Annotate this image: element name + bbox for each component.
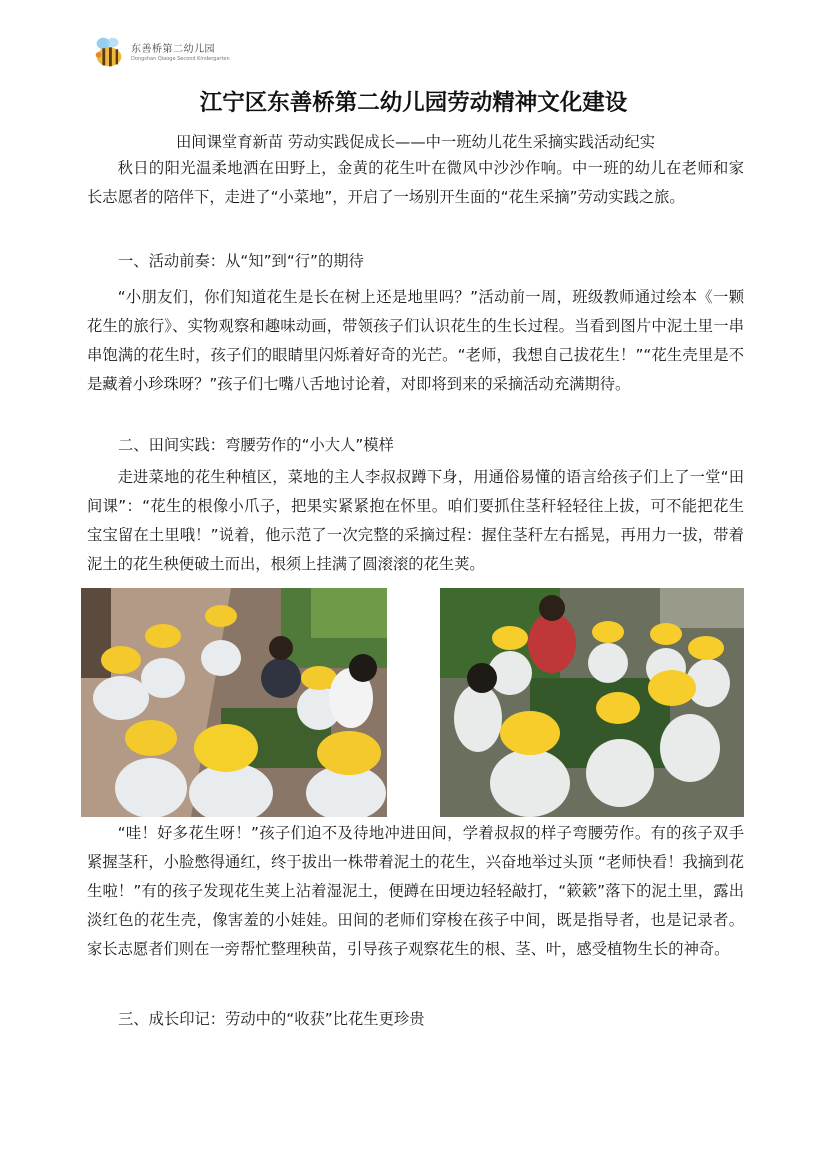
logo-name-cn: 东善桥第二幼儿园 — [131, 43, 215, 55]
bee-logo-icon — [90, 34, 128, 72]
section1-paragraph: “小朋友们，你们知道花生是长在树上还是地里吗？”活动前一周，班级教师通过绘本《一颗花生的旅行》、实物观察和趣味动画，带领孩子们认识花生的生长过程。当看到图片中泥土里一串串饱满的花生时，孩子们的眼睛里闪烁着好奇的光芒。“老师，我想自己拔花生！”“花生壳里是不是藏着小珍珠呀？”孩子们七嘴八舌地讨论着，对即将到来的采摘活动充满期待。 — [87, 288, 744, 393]
page-title: 江宁区东善桥第二幼儿园劳动精神文化建设 — [199, 90, 628, 116]
intro-paragraph: 秋日的阳光温柔地洒在田野上，金黄的花生叶在微风中沙沙作响。中一班的幼儿在老师和家长志愿者的陪伴下，走进了“小菜地”，开启了一场别开生面的“花生采摘”劳动实践之旅。 — [87, 159, 744, 206]
section1-heading: 一、活动前奏：从“知”到“行”的期待 — [118, 252, 364, 270]
photo-children-picking-peanuts-right — [440, 588, 744, 817]
kindergarten-logo — [90, 34, 230, 72]
section2-paragraph-2: “哇！好多花生呀！”孩子们迫不及待地冲进田间，学着叔叔的样子弯腰劳作。有的孩子双手紧握茎秆，小脸憋得通红，终于拔出一株带着泥土的花生，兴奋地举过头顶 “老师快看！我摘到花生啦！”有的孩子发现花生荚上沾着湿泥土，便蹲在田埂边轻轻敲打，“簌簌”落下的泥土里，露出淡红色的花生壳，像害羞的小娃娃。田间的老师们穿梭在孩子中间，既是指导者，也是记录者。家长志愿者们则在一旁帮忙整理秧苗，引导孩子观察花生的根、茎、叶，感受植物生长的神奇。 — [87, 824, 744, 958]
page-subtitle: 田间课堂育新苗 劳动实践促成长——中一班幼儿花生采摘实践活动纪实 — [176, 133, 656, 151]
section3-heading: 三、成长印记：劳动中的“收获”比花生更珍贵 — [118, 1010, 425, 1028]
section2-heading: 二、田间实践：弯腰劳作的“小大人”模样 — [118, 436, 394, 454]
section2-paragraph-1: 走进菜地的花生种植区，菜地的主人李叔叔蹲下身，用通俗易懂的语言给孩子们上了一堂“田间课”：“花生的根像小爪子，把果实紧紧抱在怀里。咱们要抓住茎秆轻轻往上拔，可不能把花生宝宝留在土里哦！”说着，他示范了一次完整的采摘过程：握住茎秆左右摇晃，再用力一拔，带着泥土的花生秧便破土而出，根须上挂满了圆滚滚的花生荚。 — [87, 468, 744, 573]
logo-name-en: Dongshan Qiaoge Second Kindergarten — [131, 55, 230, 62]
photo-children-picking-peanuts-left — [81, 588, 387, 817]
